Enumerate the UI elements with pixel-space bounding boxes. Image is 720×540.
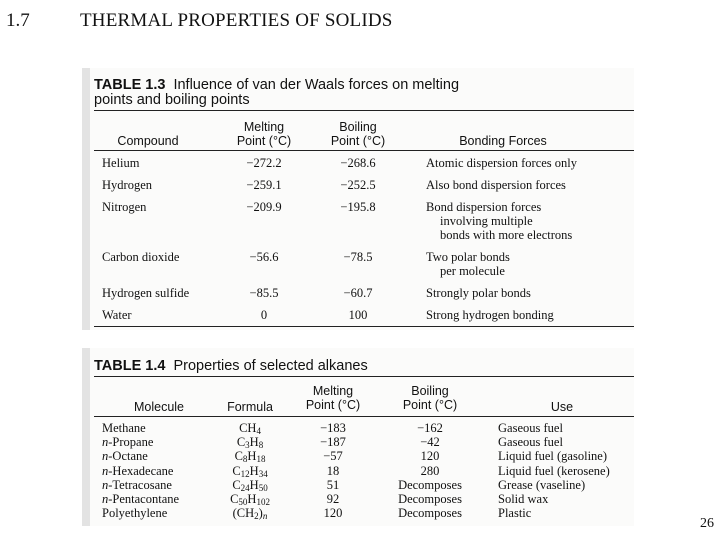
- bonding-forces-cell: per molecule: [440, 264, 505, 278]
- use-cell: Grease (vaseline): [498, 477, 586, 492]
- col-header-melting-line1: Melting: [243, 120, 285, 134]
- boiling-point-cell: −252.5: [340, 178, 376, 192]
- melting-point-cell: 51: [326, 477, 340, 492]
- boiling-point-cell: −268.6: [340, 156, 376, 170]
- formula-cell: $C_{12}H_{34}$: [232, 463, 268, 479]
- table-1-3-bottom-rule: [94, 326, 634, 327]
- use-cell: Gaseous fuel: [498, 435, 563, 450]
- boiling-point-cell: −195.8: [340, 200, 376, 214]
- table-1-4-title: Properties of selected alkanes: [173, 358, 368, 374]
- table-1-4-top-rule: [94, 376, 634, 377]
- bonding-forces-cell: Bond dispersion forces: [426, 200, 542, 214]
- compound-cell: Hydrogen: [102, 178, 152, 192]
- use-cell: Plastic: [498, 506, 532, 521]
- molecule-cell: n-Tetracosane: [102, 477, 172, 492]
- melting-point-cell: 92: [326, 492, 340, 506]
- use-cell: Gaseous fuel: [498, 421, 563, 435]
- slide-title: THERMAL PROPERTIES OF SOLIDS: [80, 10, 393, 31]
- melting-point-cell: −187: [320, 435, 346, 450]
- col-header-boiling: [390, 384, 470, 412]
- table-1-4-label: TABLE 1.4: [94, 358, 166, 374]
- compound-cell: Helium: [102, 156, 140, 170]
- formula-cell: $C_8H_{18}$: [234, 449, 266, 465]
- col-header-formula: Formula: [227, 400, 273, 414]
- melting-point-cell: 120: [323, 506, 343, 521]
- boiling-point-cell: Decomposes: [398, 477, 462, 492]
- table-1-4-header-rule: [94, 416, 634, 417]
- boiling-point-cell: 100: [348, 308, 368, 322]
- col-header-boiling-line1: Boiling: [339, 120, 377, 134]
- compound-cell: Carbon dioxide: [102, 250, 180, 264]
- compound-cell: Nitrogen: [102, 200, 147, 214]
- molecule-cell: n-Propane: [102, 435, 154, 450]
- n-prefix: n: [102, 463, 109, 478]
- use-cell: Liquid fuel (kerosene): [498, 463, 610, 478]
- use-cell: Liquid fuel (gasoline): [498, 449, 607, 464]
- n-prefix: n: [102, 477, 109, 492]
- molecule-cell: Polyethylene: [102, 506, 168, 521]
- molecule-cell: n-Hexadecane: [102, 463, 174, 478]
- bonding-forces-cell: Strongly polar bonds: [426, 286, 531, 300]
- col-header-use: Use: [550, 400, 574, 414]
- col-header-bonding-forces: Bonding Forces: [459, 134, 547, 148]
- col-header-boiling-line1: Boiling: [411, 384, 449, 398]
- table-1-3-title-line1: Influence of van der Waals forces on melting: [173, 77, 460, 93]
- compound-cell: Hydrogen sulfide: [102, 286, 190, 300]
- table-1-3-caption: [94, 78, 459, 108]
- bonding-forces-cell: Atomic dispersion forces only: [426, 156, 578, 170]
- melting-point-cell: −183: [320, 421, 346, 435]
- bonding-forces-cell: involving multiple: [440, 214, 533, 228]
- col-header-melting: [294, 384, 372, 412]
- compound-cell: Water: [102, 308, 132, 322]
- boiling-point-cell: 120: [420, 449, 440, 464]
- col-header-melting-line1: Melting: [312, 384, 354, 398]
- formula-cell: $C_3H_8$: [236, 435, 264, 451]
- boiling-point-cell: Decomposes: [398, 506, 462, 521]
- boiling-point-cell: Decomposes: [398, 492, 462, 506]
- n-prefix: n: [102, 435, 109, 450]
- formula-cell: $C_{50}H_{102}$: [230, 492, 270, 507]
- col-header-boiling-line2: Point (°C): [330, 134, 386, 148]
- molecule-cell: n-Pentacontane: [102, 492, 180, 506]
- col-header-molecule: Molecule: [133, 400, 185, 414]
- boiling-point-cell: −60.7: [343, 286, 373, 300]
- boiling-point-cell: 280: [420, 463, 440, 478]
- formula-cell: $(CH_2)_n$: [232, 506, 268, 522]
- bonding-forces-cell: Strong hydrogen bonding: [426, 308, 554, 322]
- melting-point-cell: −85.5: [249, 286, 279, 300]
- bonding-forces-cell: bonds with more electrons: [440, 228, 573, 242]
- col-header-boiling: [316, 120, 400, 148]
- col-header-melting-line2: Point (°C): [236, 134, 292, 148]
- melting-point-cell: 0: [260, 308, 268, 322]
- melting-point-cell: −209.9: [246, 200, 282, 214]
- use-cell: Solid wax: [498, 492, 549, 506]
- molecule-cell: n-Octane: [102, 449, 148, 464]
- melting-point-cell: −56.6: [249, 250, 279, 264]
- formula-cell: $CH_4$: [239, 421, 261, 436]
- formula-cell: $C_{24}H_{50}$: [232, 477, 268, 493]
- scan-shadow: [82, 348, 90, 526]
- page-number: 26: [700, 516, 714, 531]
- melting-point-cell: −259.1: [246, 178, 282, 192]
- melting-point-cell: 18: [326, 463, 340, 478]
- n-prefix: n: [102, 492, 109, 506]
- col-header-melting: [222, 120, 306, 148]
- molecule-cell: Methane: [102, 421, 146, 435]
- table-1-4-caption: [94, 359, 368, 374]
- slide-section-number: 1.7: [6, 10, 30, 31]
- table-1-3-label: TABLE 1.3: [94, 77, 166, 93]
- table-1-4: [82, 348, 634, 526]
- col-header-boiling-line2: Point (°C): [402, 398, 458, 412]
- col-header-compound: Compound: [117, 134, 179, 148]
- table-1-3-top-rule: [94, 110, 634, 111]
- boiling-point-cell: −42: [420, 435, 440, 450]
- col-header-melting-line2: Point (°C): [305, 398, 361, 412]
- n-prefix: n: [102, 449, 109, 464]
- scan-shadow: [82, 68, 90, 330]
- bonding-forces-cell: Two polar bonds: [426, 250, 510, 264]
- table-1-3-title-line2: points and boiling points: [94, 92, 250, 108]
- table-1-3-header-rule: [94, 150, 634, 151]
- table-1-3: [82, 68, 634, 330]
- melting-point-cell: −57: [323, 449, 343, 464]
- boiling-point-cell: −78.5: [343, 250, 373, 264]
- boiling-point-cell: −162: [417, 421, 443, 435]
- bonding-forces-cell: Also bond dispersion forces: [426, 178, 566, 192]
- melting-point-cell: −272.2: [246, 156, 282, 170]
